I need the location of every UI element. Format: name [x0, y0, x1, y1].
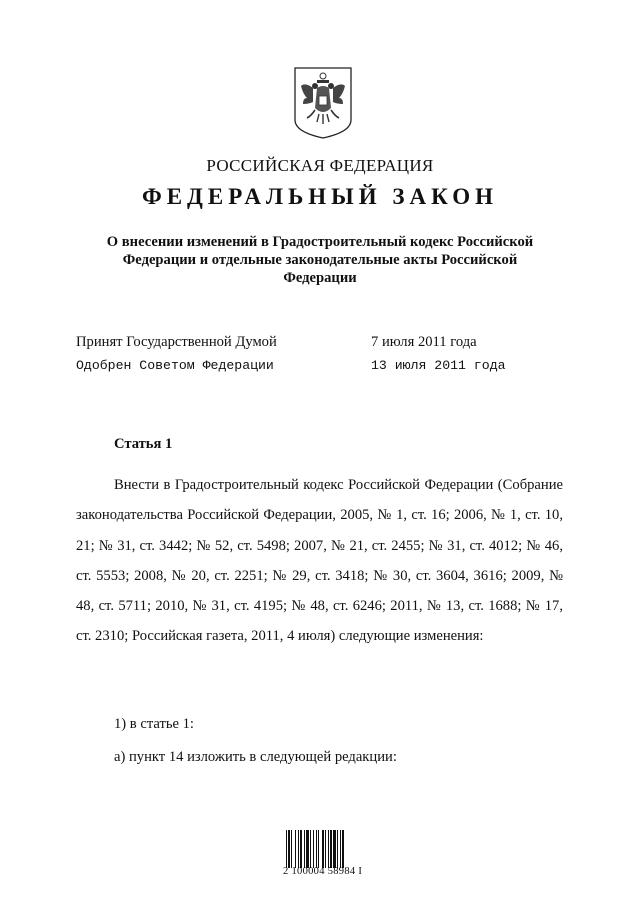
- approved-label: Одобрен Советом Федерации: [76, 358, 274, 373]
- approved-by-council-row: [76, 358, 516, 378]
- russian-coat-of-arms-icon: [291, 64, 355, 140]
- law-title: О внесении изменений в Градостроительный кодекс Российской Федерации и отдельные законодательные акты Российской Федерации: [106, 234, 534, 286]
- article-paragraph: Внести в Градостроительный кодекс Российской Федерации (Собрание законодательства Российской Федерации, 2005, № 1, ст. 16; 2006, № 1, ст. 10, 21; № 31, ст. 3442; № 52, ст. 5498; 2007, № 21, ст. 2455; № 31, ст. 4012; № 46, ст. 5553; 2008, № 20, ст. 2251; № 29, ст. 3418; № 30, ст. 3604, 3616; 2009, № 48, ст. 5711; 2010, № 31, ст. 4195; № 48, ст. 6246; 2011, № 13, ст. 1688; № 17, ст. 2310; Российская газета, 2011, 4 июля) следующие изменения:: [76, 477, 563, 645]
- barcode-number: 2 100004 58984 I: [283, 866, 363, 877]
- barcode-icon: [286, 830, 366, 868]
- adopted-label: Принят Государственной Думой: [76, 334, 277, 350]
- list-item: а) пункт 14 изложить в следующей редакции:: [114, 749, 397, 765]
- approved-date: 13 июля 2011 года: [371, 358, 506, 373]
- country-name: РОССИЙСКАЯ ФЕДЕРАЦИЯ: [206, 156, 434, 175]
- list-item: 1) в статье 1:: [114, 716, 194, 732]
- article-heading: Статья 1: [114, 436, 173, 452]
- document-type: ФЕДЕРАЛЬНЫЙ ЗАКОН: [141, 184, 499, 209]
- adopted-date: 7 июля 2011 года: [371, 334, 477, 350]
- adopted-by-duma-row: [76, 334, 516, 354]
